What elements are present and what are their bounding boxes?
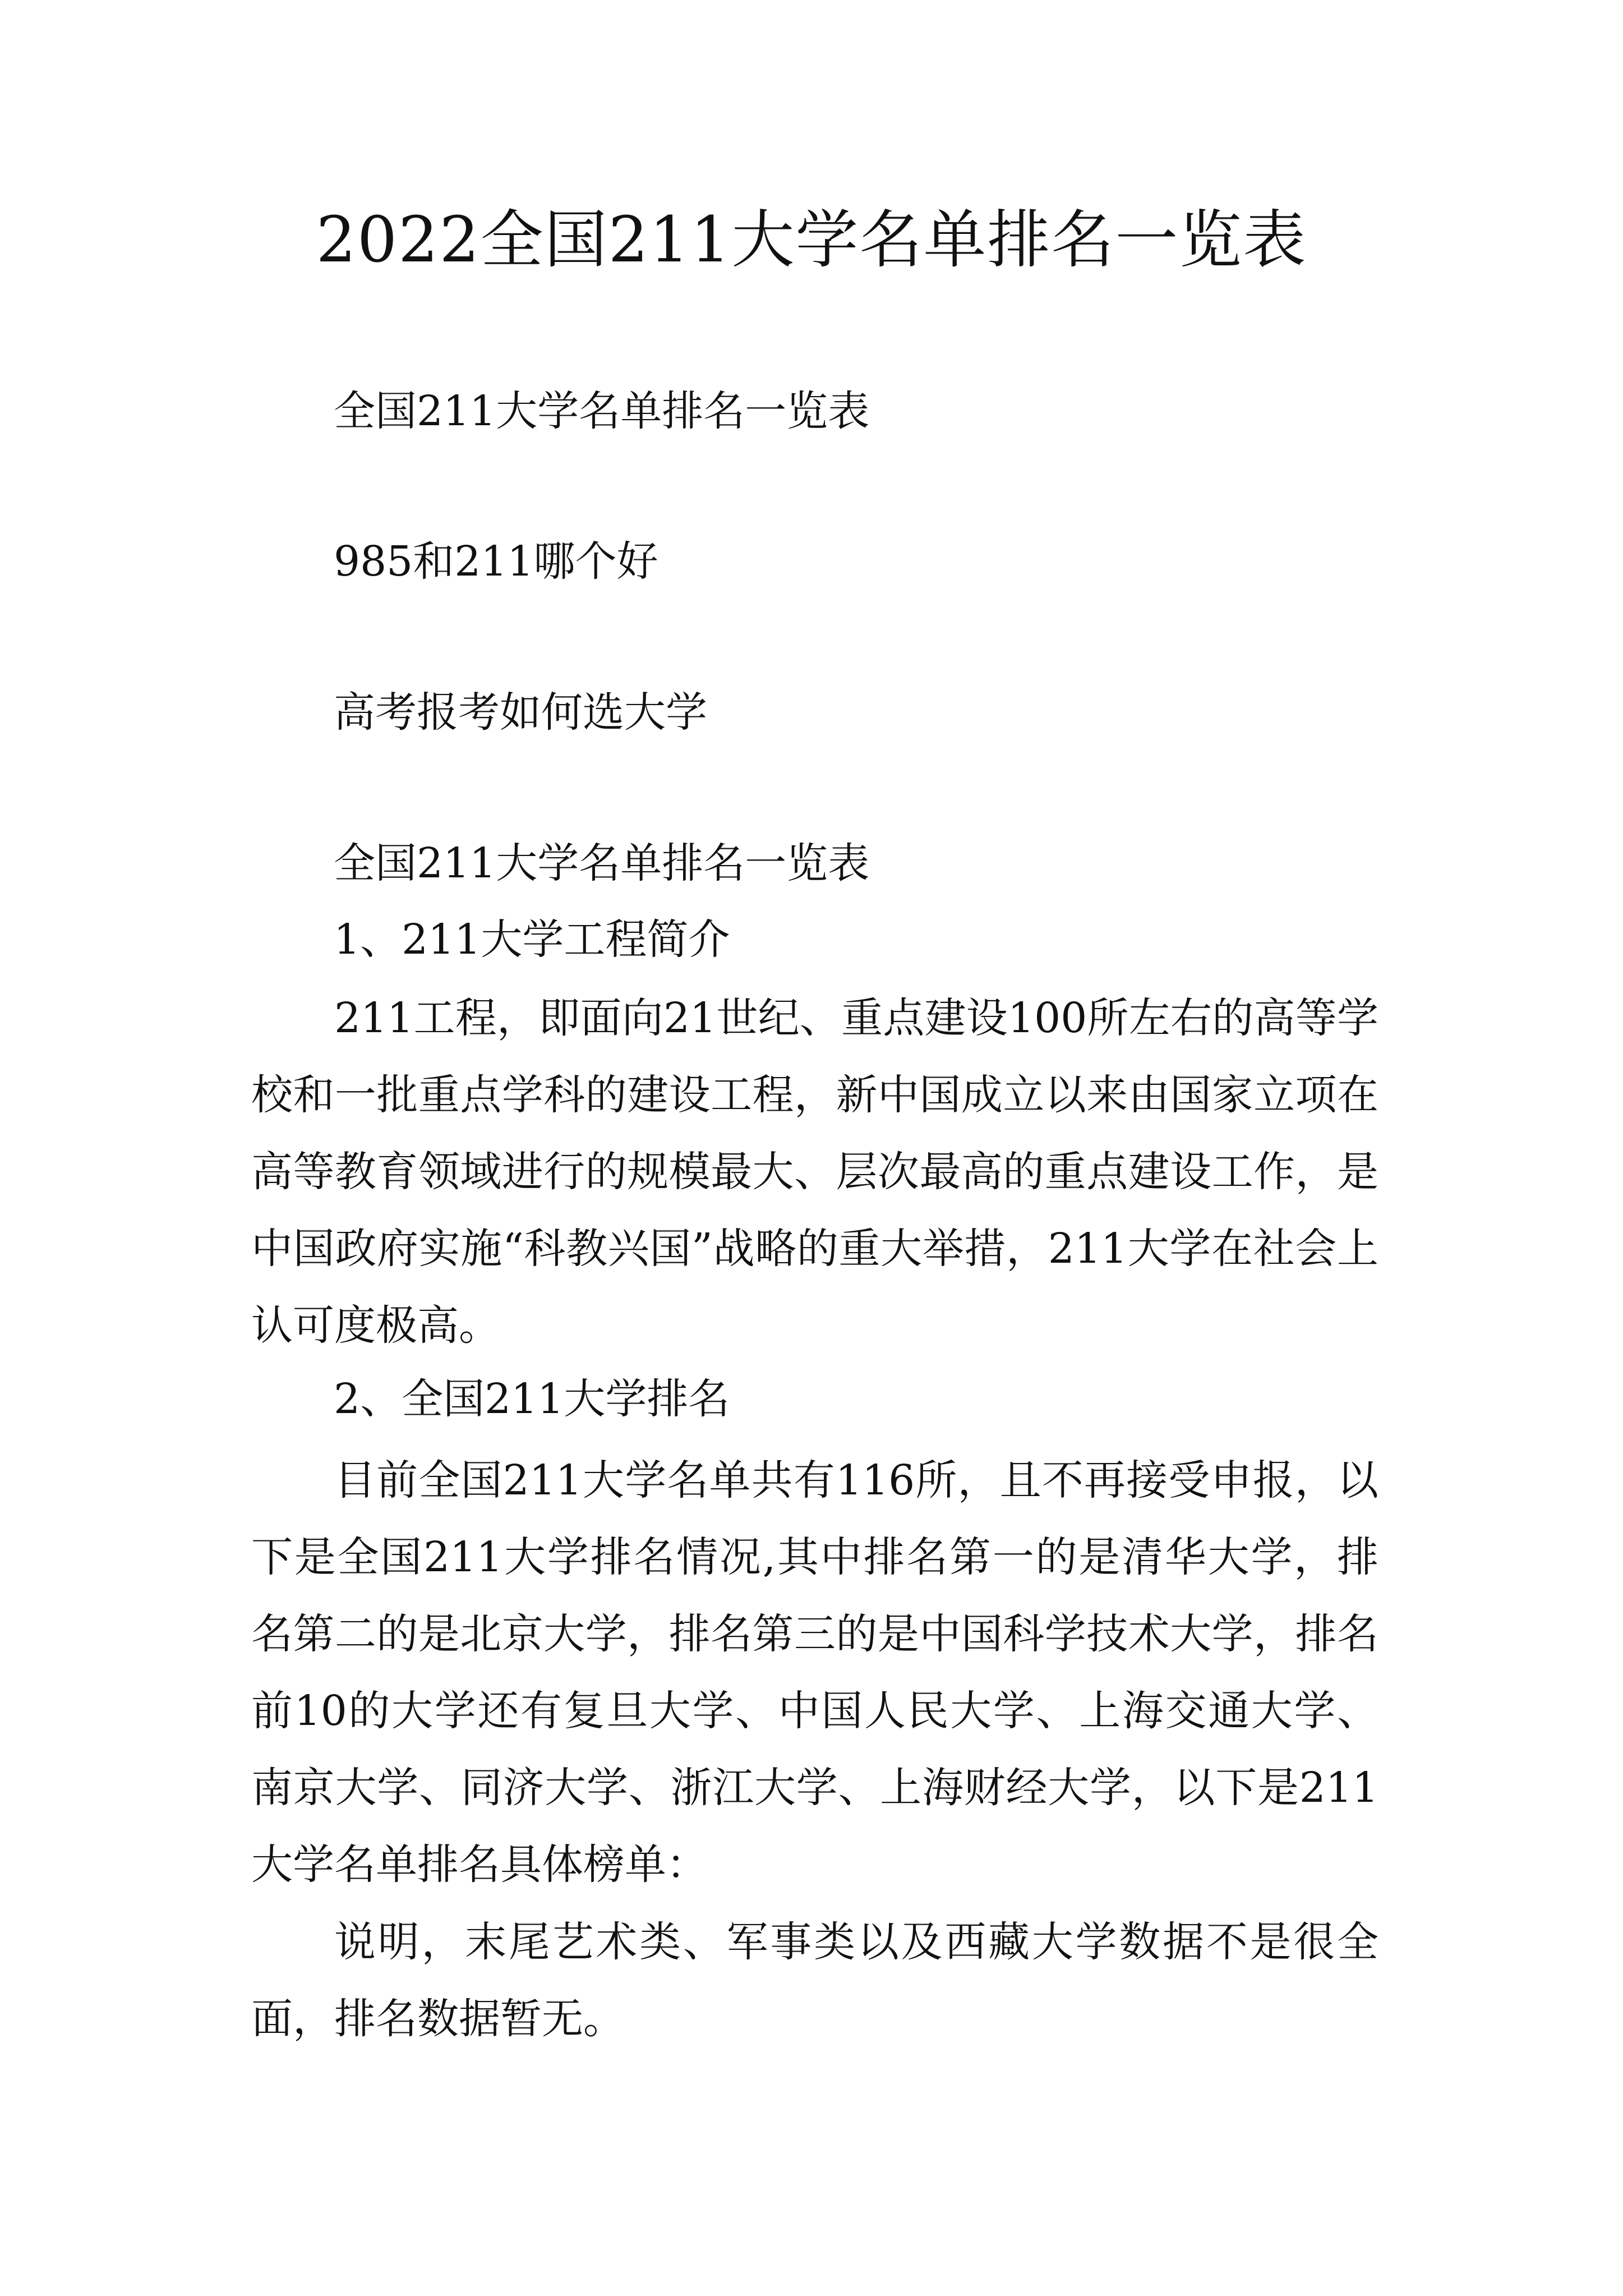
subsection-heading-2: 2、全国211大学排名 — [334, 1375, 730, 1423]
paragraph-3: 说明，末尾艺术类、军事类以及西藏大学数据不是很全面，排名数据暂无。 — [251, 1918, 1378, 2043]
paragraph-2: 目前全国211大学名单共有116所，且不再接受申报，以下是全国211大学排名情况,其中排名第一的是清华大学，排名第二的是北京大学，排名第三的是中国科学技术大学，排名前10的大学还有复旦大学、中国人民大学、上海交通大学、南京大学、同济大学、浙江大学、上海财经大学，以下是211大学名单排名具体榜单： — [251, 1456, 1378, 1889]
section-heading: 全国211大学名单排名一览表 — [334, 839, 870, 887]
toc-item-3: 高考报考如何选大学 — [334, 688, 707, 737]
subsection-heading-1: 1、211大学工程简介 — [334, 915, 730, 964]
document-title: 2022全国211大学名单排名一览表 — [316, 204, 1307, 277]
toc-item-1: 全国211大学名单排名一览表 — [334, 387, 870, 435]
toc-item-2: 985和211哪个好 — [334, 537, 658, 586]
paragraph-1: 211工程，即面向21世纪、重点建设100所左右的高等学校和一批重点学科的建设工程，新中国成立以来由国家立项在高等教育领域进行的规模最大、层次最高的重点建设工作，是中国政府实施“科教兴国”战略的重大举措，211大学在社会上认可度极高。 — [251, 994, 1378, 1350]
